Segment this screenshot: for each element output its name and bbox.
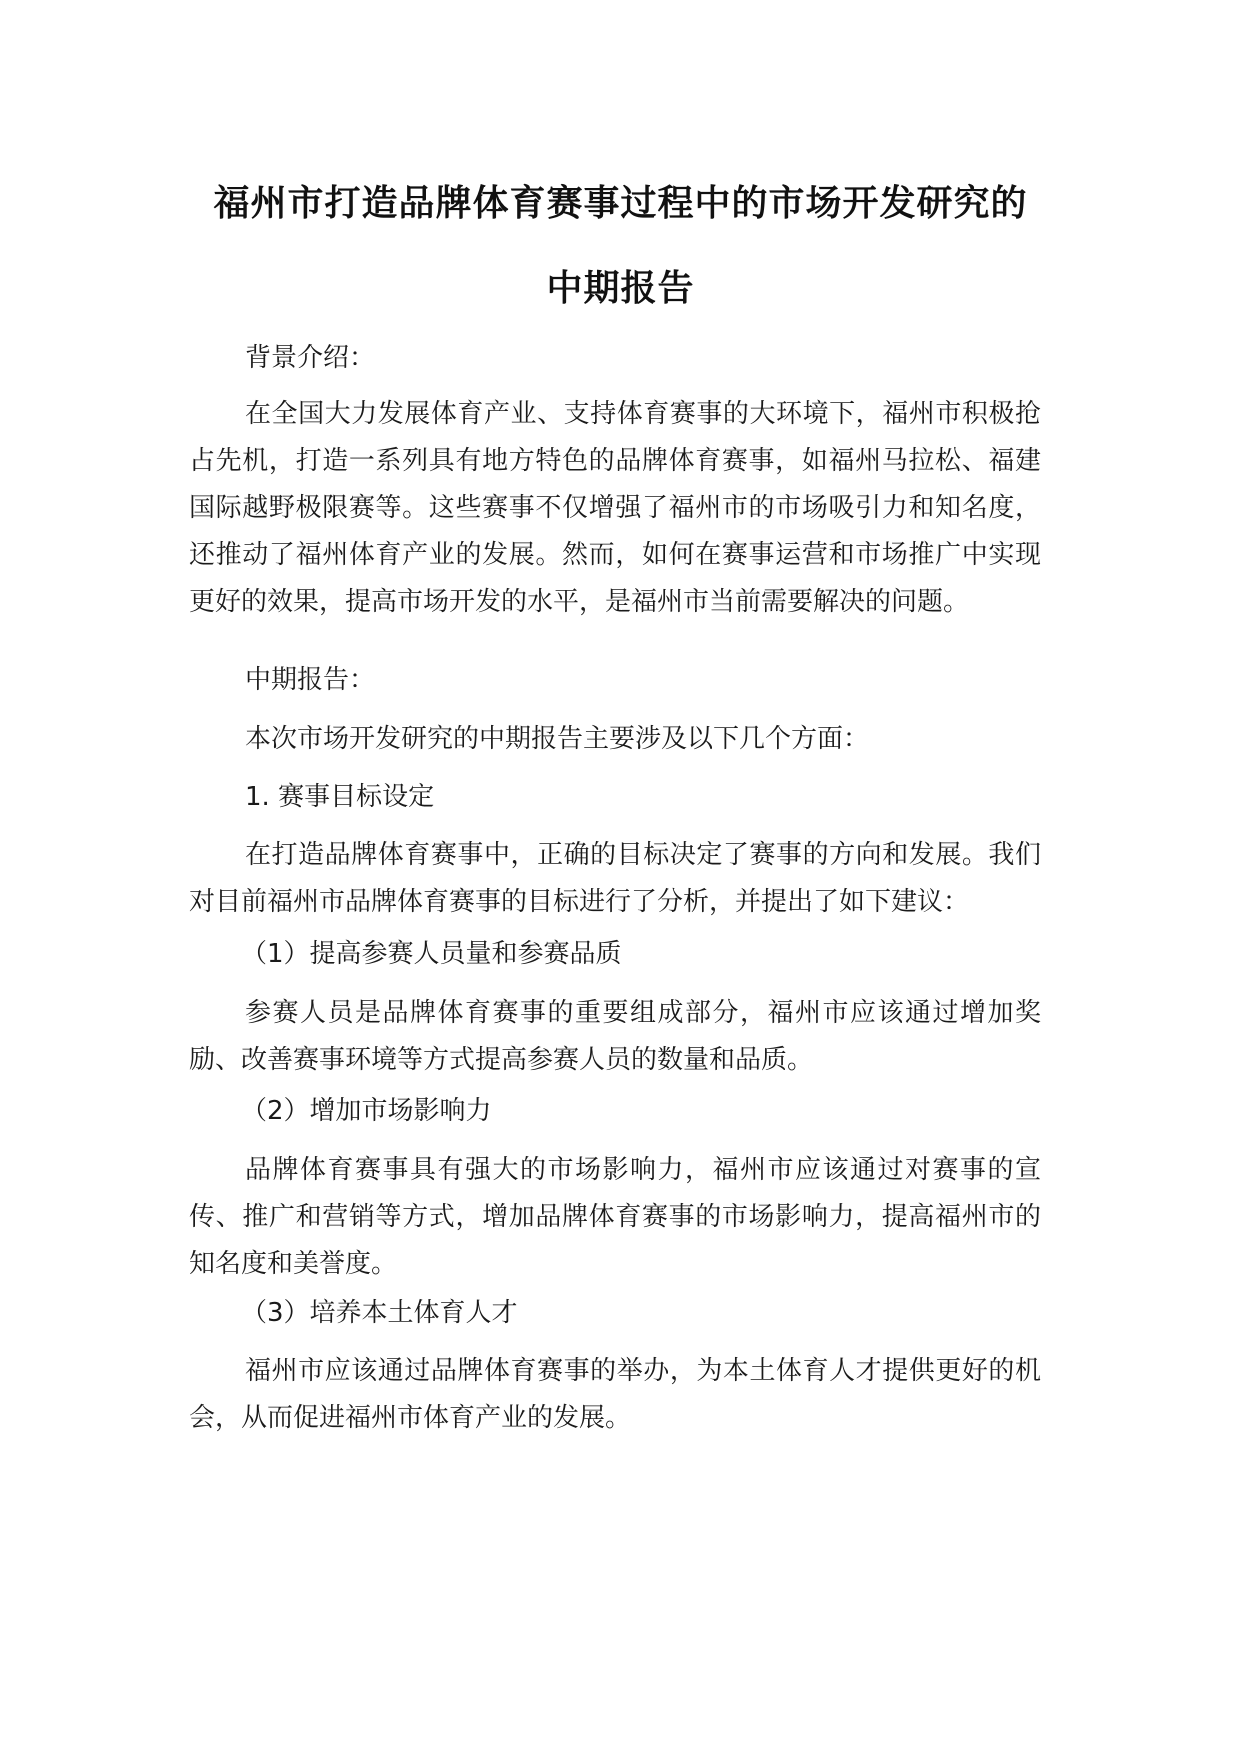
sub3-paragraph — [189, 1348, 1041, 1442]
report-heading-text: 中期报告： — [245, 665, 376, 695]
report-intro — [189, 716, 1041, 763]
background-heading — [189, 335, 1041, 382]
sub2-heading-text: （2）增加市场影响力 — [241, 1096, 492, 1126]
sub2-heading — [189, 1088, 1041, 1135]
sub3-heading — [189, 1290, 1041, 1337]
item1-paragraph — [189, 832, 1041, 926]
sub3-text: 福州市应该通过品牌体育赛事的举办，为本土体育人才提供更好的机会，从而促进福州市体育产业的发展。 — [189, 1356, 1041, 1433]
sub2-paragraph — [189, 1147, 1041, 1288]
item1-heading — [189, 774, 1041, 821]
item1-text: 在打造品牌体育赛事中，正确的目标决定了赛事的方向和发展。我们对目前福州市品牌体育赛事的目标进行了分析，并提出了如下建议： — [189, 840, 1041, 917]
sub1-text: 参赛人员是品牌体育赛事的重要组成部分，福州市应该通过增加奖励、改善赛事环境等方式提高参赛人员的数量和品质。 — [189, 998, 1041, 1075]
background-text: 在全国大力发展体育产业、支持体育赛事的大环境下，福州市积极抢占先机，打造一系列具有地方特色的品牌体育赛事，如福州马拉松、福建国际越野极限赛等。这些赛事不仅增强了福州市的市场吸引力和知名度，还推动了福州体育产业的发展。然而，如何在赛事运营和市场推广中实现更好的效果，提高市场开发的水平，是福州市当前需要解决的问题。 — [189, 399, 1041, 617]
sub1-heading — [189, 931, 1041, 978]
background-heading-text: 背景介绍： — [245, 343, 376, 373]
document-title-line1: 福州市打造品牌体育赛事过程中的市场开发研究的 — [213, 183, 1028, 224]
sub1-paragraph — [189, 990, 1041, 1084]
item1-heading-text: 1. 赛事目标设定 — [245, 782, 435, 812]
report-intro-text: 本次市场开发研究的中期报告主要涉及以下几个方面： — [245, 724, 870, 754]
report-heading — [189, 657, 1041, 704]
sub2-text: 品牌体育赛事具有强大的市场影响力，福州市应该通过对赛事的宣传、推广和营销等方式，增加品牌体育赛事的市场影响力，提高福州市的知名度和美誉度。 — [189, 1155, 1041, 1279]
background-paragraph — [189, 391, 1041, 626]
sub3-heading-text: （3）培养本土体育人才 — [241, 1298, 518, 1328]
sub1-heading-text: （1）提高参赛人员量和参赛品质 — [241, 939, 622, 969]
document-title-line2: 中期报告 — [546, 268, 695, 309]
